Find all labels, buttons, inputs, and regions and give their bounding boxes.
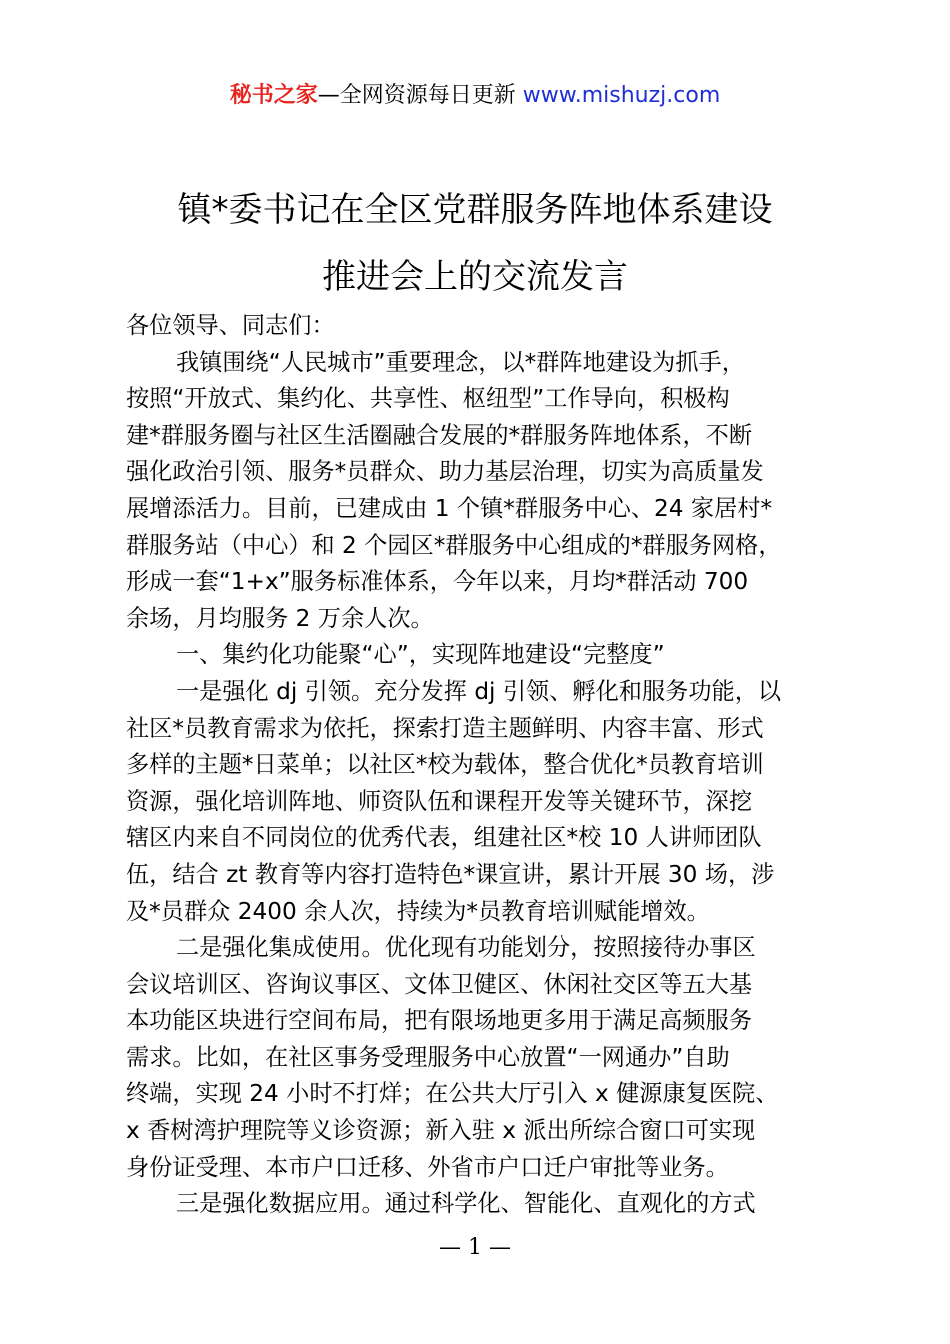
body-line: 建*群服务圈与社区生活圈融合发展的*群服务阵地体系，不断	[126, 421, 753, 449]
body-line: 余场，月均服务 2 万余人次。	[126, 604, 434, 632]
body-line: 展增添活力。目前，已建成由 1 个镇*群服务中心、24 家居村*	[126, 494, 773, 522]
salutation-line: 各位领导、同志们：	[126, 312, 335, 339]
body-line: 按照“开放式、集约化、共享性、枢纽型”工作导向，积极构	[126, 385, 730, 413]
body-line: 需求。比如，在社区事务受理服务中心放置“一网通办”自助	[126, 1043, 730, 1071]
body-line: x 香树湾护理院等义诊资源；新入驻 x 派出所综合窗口可实现	[126, 1117, 756, 1145]
section-heading-line: 一、集约化功能聚“心”，实现阵地建设“完整度”	[176, 641, 665, 669]
body-line: 形成一套“1+x”服务标准体系，今年以来，月均*群活动 700	[126, 568, 749, 596]
body-line: 社区*员教育需求为依托，探索打造主题鲜明、内容丰富、形式	[126, 714, 764, 742]
document-title-line-1: 镇*委书记在全区党群服务阵地体系建设	[177, 190, 773, 230]
document-title-line-2: 推进会上的交流发言	[322, 257, 628, 297]
body-line: 群服务站（中心）和 2 个园区*群服务中心组成的*群服务网格，	[126, 531, 782, 559]
body-line: 三是强化数据应用。通过科学化、智能化、直观化的方式	[176, 1190, 756, 1218]
body-line: 及*员群众 2400 余人次，持续为*员教育培训赋能增效。	[126, 897, 710, 925]
site-tagline: —全网资源每日更新	[317, 83, 523, 108]
body-line: 辖区内来自不同岗位的优秀代表，组建社区*校 10 人讲师团队	[126, 824, 762, 852]
body-line: 二是强化集成使用。优化现有功能划分，按照接待办事区	[176, 934, 756, 962]
body-line: 多样的主题*日菜单；以社区*校为载体，整合优化*员教育培训	[126, 751, 764, 779]
body-line: 本功能区块进行空间布局，把有限场地更多用于满足高频服务	[126, 1007, 753, 1035]
site-header	[0, 80, 950, 112]
body-line: 终端，实现 24 小时不打烊；在公共大厅引入 x 健源康复医院、	[126, 1080, 779, 1108]
body-line: 资源，强化培训阵地、师资队伍和课程开发等关键环节，深挖	[126, 787, 753, 815]
document-body	[126, 308, 840, 1223]
page-number: — 1 —	[439, 1235, 511, 1260]
body-line: 一是强化 dj 引领。充分发挥 dj 引领、孵化和服务功能，以	[176, 677, 782, 705]
body-line: 强化政治引领、服务*员群众、助力基层治理，切实为高质量发	[126, 458, 764, 486]
body-line: 会议培训区、咨询议事区、文体卫健区、休闲社交区等五大基	[126, 970, 753, 998]
site-brand: 秘书之家	[229, 83, 318, 108]
body-line: 我镇围绕“人民城市”重要理念，以*群阵地建设为抓手，	[176, 348, 745, 376]
body-line: 伍，结合 zt 教育等内容打造特色*课宣讲，累计开展 30 场，涉	[126, 860, 775, 888]
site-url-link[interactable]: www.mishuzj.com	[522, 83, 721, 108]
body-line: 身份证受理、本市户口迁移、外省市户口迁户审批等业务。	[126, 1153, 729, 1181]
